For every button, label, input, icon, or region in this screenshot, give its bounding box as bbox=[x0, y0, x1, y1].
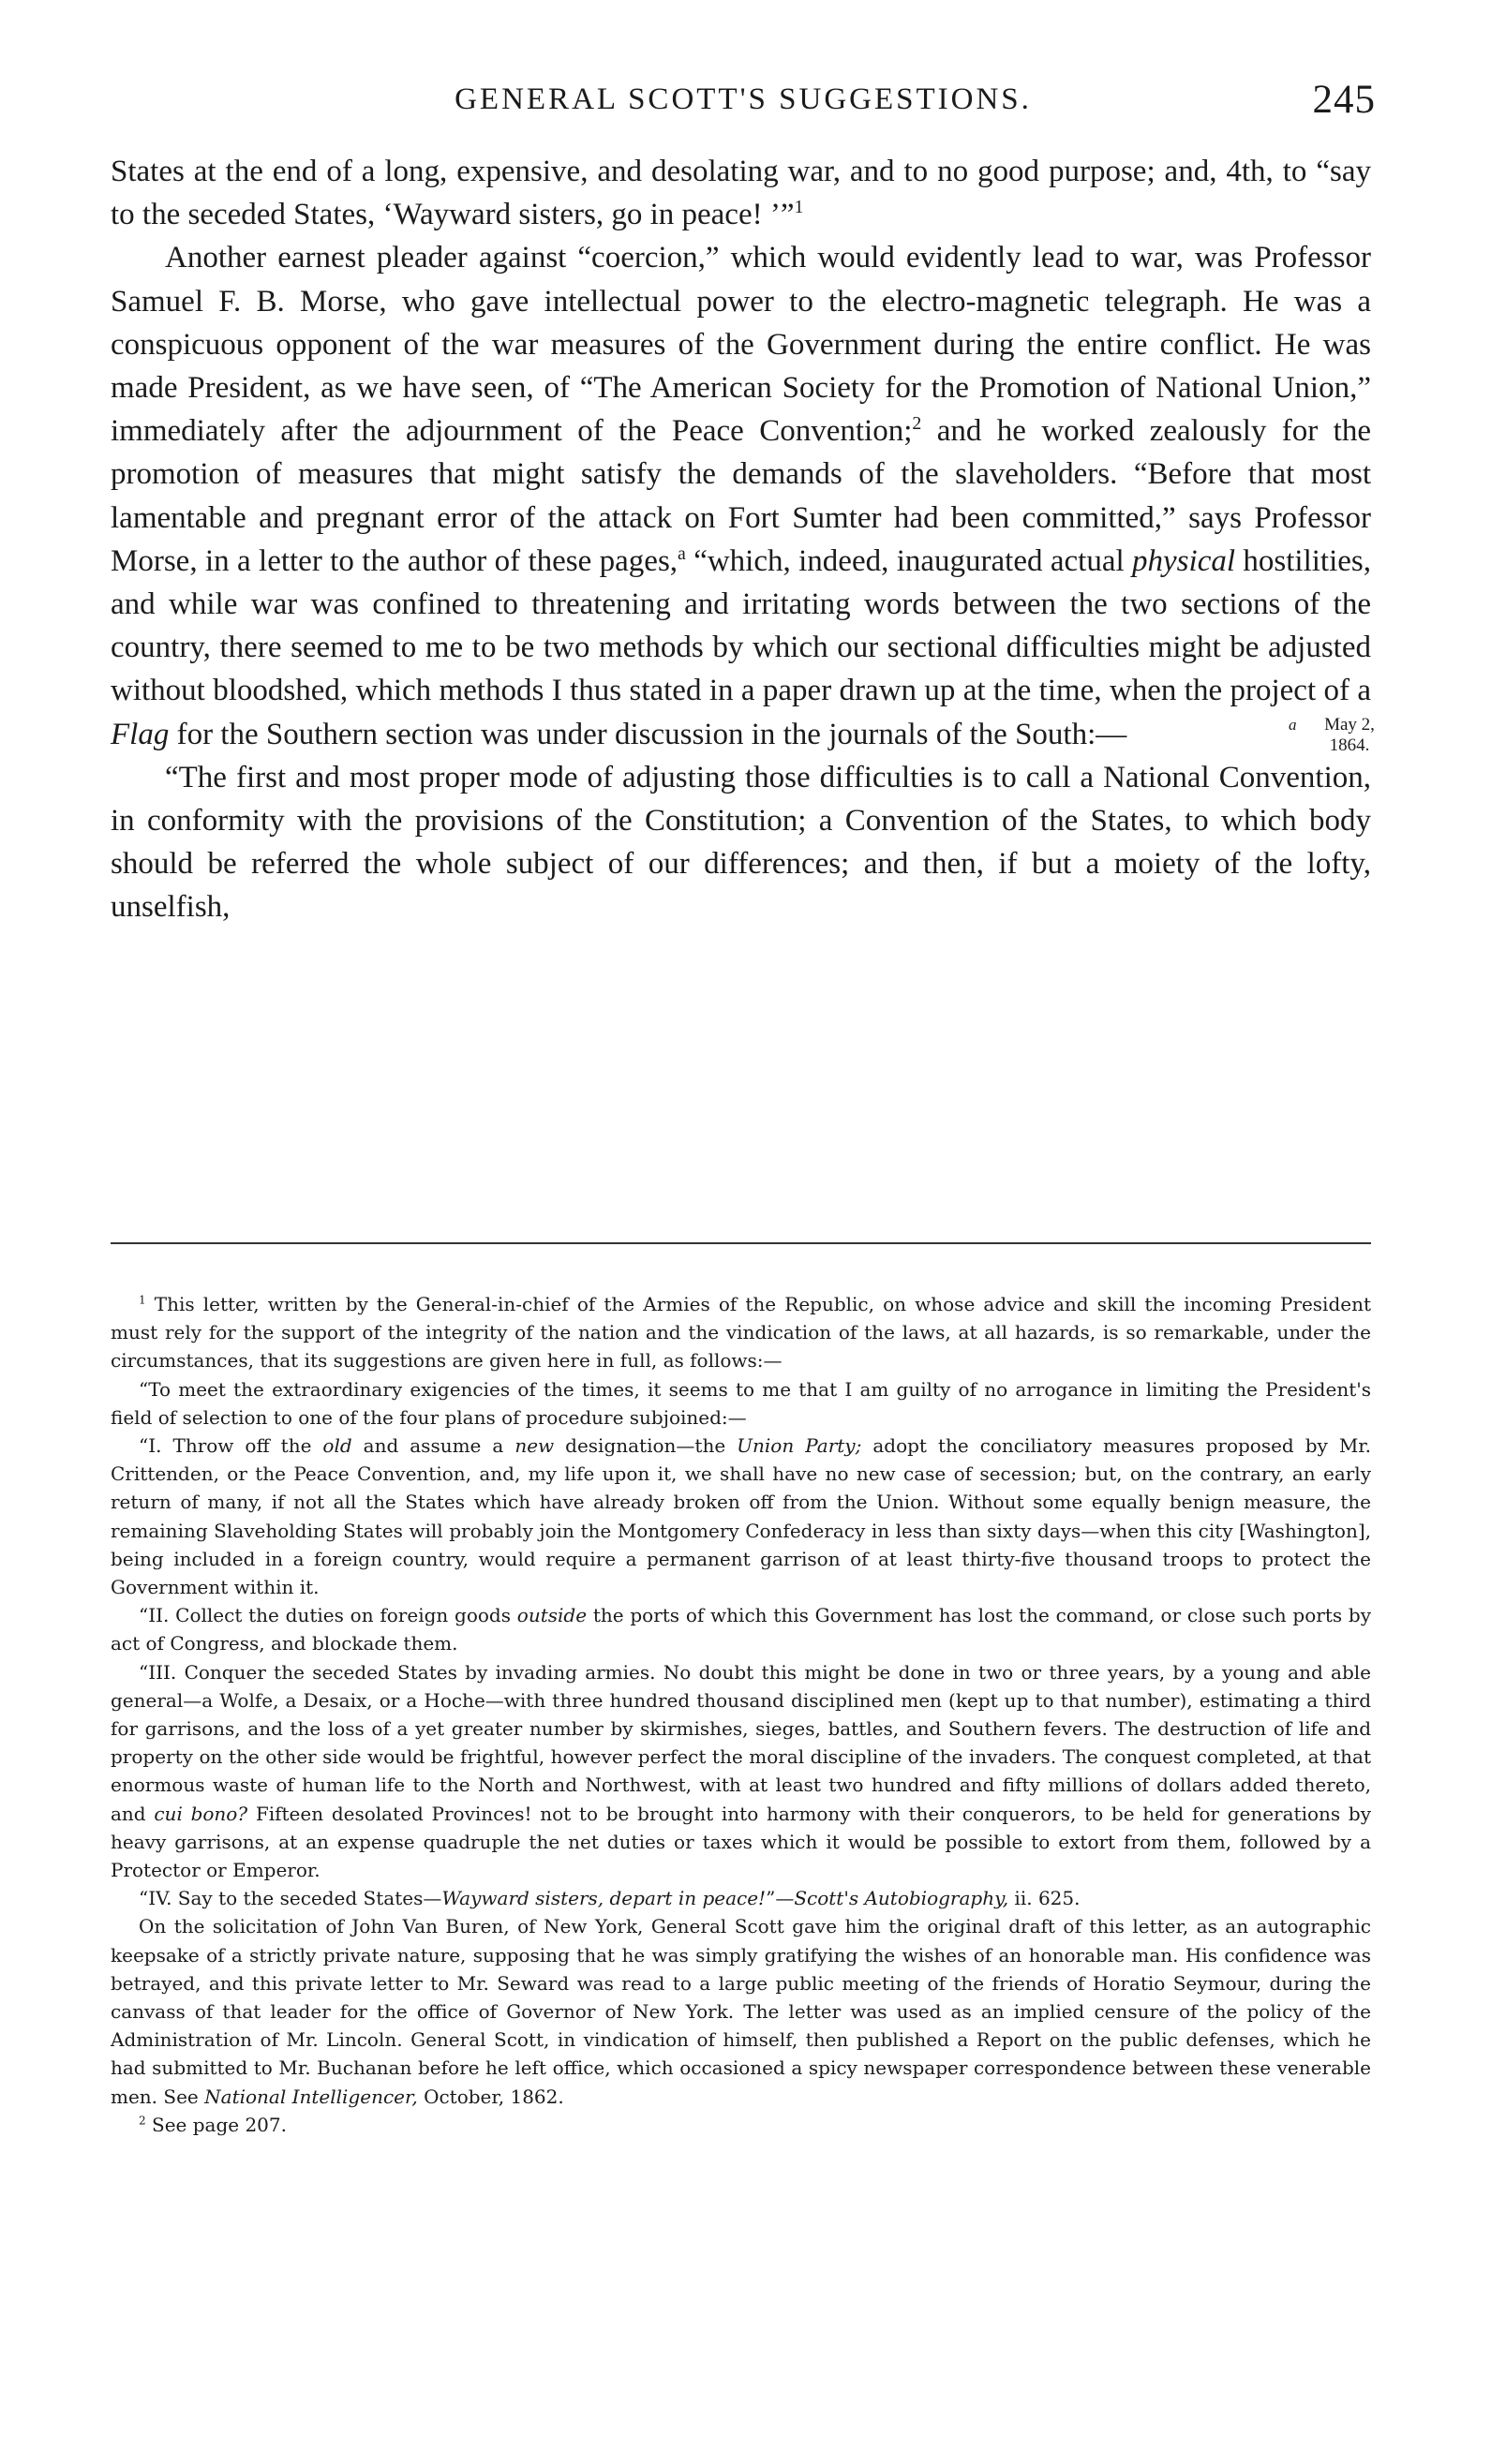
margin-note-line-2: 1864. bbox=[1329, 735, 1370, 755]
plan-2-text-a: “II. Collect the duties on foreign goods bbox=[139, 1604, 517, 1627]
footnote-2-number: 2 bbox=[139, 2114, 146, 2128]
footnote-1-intro-text: This letter, written by the General-in-chief of the Armies of the Republic, on whose advice and skill the incoming President must rely for the support of the integrity of the nation and the vindication of the laws, at all hazards, is so remarkable, under the circumstances, that its suggestions are given here in full, as follows:— bbox=[111, 1293, 1371, 1373]
paragraph-2-text-d: hostilities, and while war was confined to threatening and irritating words between the two sections of the country, there seemed to me to be two methods by which our sectional difficulties might be adjusted without bloodshed, which methods I thus stated in a paper drawn up at the time, when the project of a bbox=[111, 543, 1371, 708]
main-text bbox=[111, 150, 1371, 929]
paragraph-2-text-c: “which, indeed, inaugurated actual bbox=[685, 543, 1133, 578]
paragraph-1 bbox=[111, 150, 1371, 236]
paragraph-1-text: States at the end of a long, expensive, and desolating war, and to no good purpose; and, 4th, to “say to the seceded States, ‘Wayward sisters, go in peace! ’” bbox=[111, 155, 1371, 232]
footnote-2-text: See page 207. bbox=[145, 2113, 287, 2136]
paragraph-2-text-e: for the Southern section was under discussion in the journals of the South:— bbox=[169, 717, 1127, 751]
paragraph-2-text-a: Another earnest pleader against “coercion,” which would evidently lead to war, was Professor Samuel F. B. Morse, who gave intellectual power to the electro-magnetic telegraph. He was a conspicuous opponent of the war measures of the Government during the entire conflict. He was made President, as we have seen, of “The American Society for the Promotion of National Union,” immediately after the adjournment of the Peace Convention; bbox=[111, 241, 1371, 449]
closing-text-a: On the solicitation of John Van Buren, of New York, General Scott gave him the original draft of this letter, as an autographic keepsake of a strictly private nature, supposing that he was simply gratifying the wishes of an honorable man. His confidence was betrayed, and this private letter to Mr. Seward was read to a large public meeting of the friends of Horatio Seymour, during the canvass of that leader for the office of Governor of New York. The letter was used as an implied censure of the policy of the Administration of Mr. Lincoln. General Scott, in vindication of himself, then published a Report on the public defenses, which he had submitted to Mr. Buchanan before he left office, which occasioned a spicy newspaper correspondence between these venerable men. See bbox=[111, 1915, 1371, 2108]
plan-4-italic-source: Scott's Autobiography, bbox=[794, 1887, 1009, 1910]
footnote-1-paragraph-2: “To meet the extraordinary exigencies of the times, it seems to me that I am guilty of no arrogance in limiting the President's field of selection to one of the four plans of procedure subjoined:— bbox=[111, 1377, 1371, 1429]
plan-1-italic-union-party: Union Party; bbox=[737, 1434, 862, 1458]
plan-1-text-a: “I. Throw off the bbox=[139, 1434, 323, 1458]
margin-note-line-1: May 2, bbox=[1324, 715, 1375, 735]
paragraph-2-italic-flag: Flag bbox=[111, 717, 170, 751]
plan-1-text-d: adopt the conciliatory measures proposed by Mr. Crittenden, or the Peace Convention, and, my life upon it, we shall have no new case of secession; but, on the contrary, an early return of many, if not all the States which have already broken off from the Union. Without some equally benign measure, the remaining Slaveholding States will probably join the Montgomery Confederacy in less than sixty days—when this city [Washington], being included in a foreign country, would require a permanent garrison of at least thirty-five thousand troops to protect the Government within it. bbox=[111, 1434, 1372, 1599]
plan-1-italic-new: new bbox=[514, 1434, 555, 1458]
closing-text-b: October, 1862. bbox=[417, 2085, 564, 2108]
plan-1-italic-old: old bbox=[322, 1434, 352, 1458]
plan-4-italic-quote: Wayward sisters, depart in peace! bbox=[441, 1887, 767, 1910]
footnote-ref-1: 1 bbox=[794, 197, 804, 218]
closing-italic-intelligencer: National Intelligencer, bbox=[204, 2085, 418, 2108]
plan-4-text-b: ”— bbox=[766, 1887, 795, 1910]
footnote-1-plan-3 bbox=[111, 1658, 1371, 1885]
footnote-2 bbox=[111, 2111, 1371, 2139]
margin-note-mark: a bbox=[1289, 716, 1297, 734]
paragraph-2 bbox=[111, 236, 1371, 755]
margin-ref-a: a bbox=[678, 542, 686, 564]
plan-4-text-c: ii. 625. bbox=[1008, 1887, 1081, 1910]
plan-3-text-b: Fifteen desolated Provinces! not to be brought into harmony with their conquerors, to be held for generations by heavy garrisons, at an expense quadruple the net duties or taxes which it would be possible to extort from them, followed by a Protector or Emperor. bbox=[111, 1802, 1372, 1882]
footnote-1-plan-2 bbox=[111, 1601, 1371, 1657]
running-title: GENERAL SCOTT'S SUGGESTIONS. bbox=[455, 82, 1032, 116]
paragraph-2-text-b: and he worked zealously for the promotion of measures that might satisfy the demands of the slaveholders. “Before that most lamentable and pregnant error of the attack on Fort Sumter had been committed,” says Professor Morse, in a letter to the author of these pages, bbox=[111, 414, 1372, 578]
plan-4-text-a: “IV. Say to the seceded States— bbox=[139, 1887, 442, 1910]
paragraph-2-italic-physical: physical bbox=[1132, 543, 1236, 578]
footnotes bbox=[111, 1290, 1371, 2139]
plan-2-text-b: the ports of which this Government has lost the command, or close such ports by act of Congress, and blockade them. bbox=[111, 1604, 1372, 1655]
plan-3-italic-cui-bono: cui bono? bbox=[154, 1802, 248, 1825]
footnote-1-closing bbox=[111, 1912, 1371, 2110]
footnote-1-intro bbox=[111, 1290, 1371, 1375]
footnote-1-number: 1 bbox=[139, 1293, 146, 1307]
plan-3-text-a: “III. Conquer the seceded States by invading armies. No doubt this might be done in two or three years, by a young and able general—a Wolfe, a Desaix, or a Hoche—with three hundred thousand disciplined men (kept up to that number), estimating a third for garrisons, and the loss of a yet greater number by skirmishes, sieges, battles, and Southern fevers. The destruction of life and property on the other side would be frightful, however perfect the moral discipline of the invaders. The conquest completed, at that enormous waste of human life to the North and Northwest, with at least two hundred and fifty millions of dollars added thereto, and bbox=[111, 1660, 1371, 1825]
footnote-1-plan-4 bbox=[111, 1884, 1371, 1912]
footnote-ref-2: 2 bbox=[912, 413, 922, 435]
plan-1-text-b: and assume a bbox=[351, 1434, 515, 1458]
footnote-1-plan-1 bbox=[111, 1432, 1371, 1601]
plan-2-italic-outside: outside bbox=[516, 1604, 588, 1627]
page-number: 245 bbox=[1312, 78, 1376, 122]
running-head bbox=[111, 77, 1376, 124]
plan-1-text-c: designation—the bbox=[554, 1434, 738, 1458]
paragraph-3: “The first and most proper mode of adjusting those difficulties is to call a National Convention, in conformity with the provisions of the Constitution; a Convention of the States, to which body should be referred the whole subject of our differences; and then, if but a moiety of the lofty, unselfish, bbox=[111, 760, 1371, 925]
footnote-divider bbox=[111, 1242, 1371, 1244]
